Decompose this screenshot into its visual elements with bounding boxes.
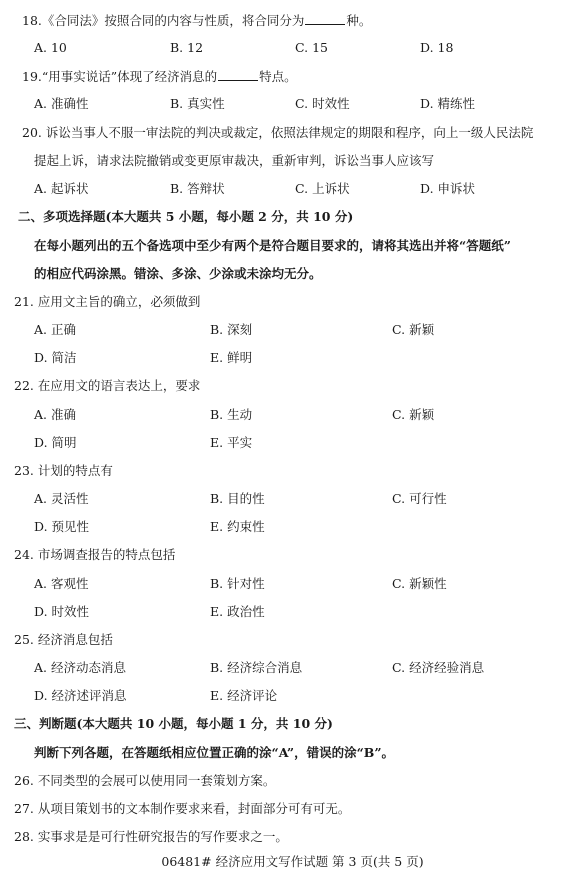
option-d: D. 时效性	[34, 604, 90, 619]
option-c: C. 新颖	[392, 407, 435, 422]
page-footer: 06481# 经济应用文写作试题 第 3 页(共 5 页)	[161, 854, 424, 869]
option-a: A. 经济动态消息	[34, 660, 126, 675]
option-b: B. 答辩状	[170, 181, 225, 196]
question-21-stem: 21. 应用文主旨的确立，必须做到	[14, 294, 201, 309]
question-27-stem: 27. 从项目策划书的文本制作要求来看，封面部分可有可无。	[14, 801, 351, 816]
option-b: B. 深刻	[210, 322, 253, 337]
option-d: D. 18	[420, 40, 454, 55]
option-a: A. 准确	[34, 407, 76, 422]
question-22-stem: 22. 在应用文的语言表达上，要求	[14, 378, 201, 393]
option-d: D. 申诉状	[420, 181, 476, 196]
question-25-stem: 25. 经济消息包括	[14, 632, 113, 647]
option-c: C. 经济经验消息	[392, 660, 485, 675]
option-c: C. 上诉状	[295, 181, 350, 196]
option-b: B. 生动	[210, 407, 253, 422]
question-18-text: 18.《合同法》按照合同的内容与性质，将合同分为	[22, 13, 305, 28]
option-c: C. 新颖	[392, 322, 435, 337]
option-c: C. 新颖性	[392, 576, 447, 591]
question-26-stem: 26. 不同类型的会展可以使用同一套策划方案。	[14, 773, 276, 788]
option-a: A. 正确	[34, 322, 76, 337]
option-c: C. 15	[295, 40, 328, 55]
option-a: A. 灵活性	[34, 491, 89, 506]
question-19-text: 19.“用事实说话”体现了经济消息的	[22, 69, 218, 84]
option-b: B. 真实性	[170, 96, 225, 111]
option-a: A. 起诉状	[34, 181, 89, 196]
option-a: A. 客观性	[34, 576, 89, 591]
answer-blank	[305, 12, 345, 25]
section-3-title: 三、判断题(本大题共 10 小题，每小题 1 分，共 10 分)	[14, 716, 333, 731]
option-e: E. 鲜明	[210, 350, 253, 365]
option-b: B. 针对性	[210, 576, 265, 591]
option-d: D. 预见性	[34, 519, 90, 534]
question-19-suffix: 特点。	[259, 69, 297, 84]
option-b: B. 目的性	[210, 491, 265, 506]
question-24-stem: 24. 市场调查报告的特点包括	[14, 547, 176, 562]
question-18-stem	[22, 12, 371, 29]
question-20-line1: 20. 诉讼当事人不服一审法院的判决或裁定，依照法律规定的期限和程序，向上一级人民法院	[22, 125, 534, 140]
option-d: D. 简洁	[34, 350, 77, 365]
option-e: E. 约束性	[210, 519, 265, 534]
option-c: C. 时效性	[295, 96, 350, 111]
option-d: D. 精练性	[420, 96, 476, 111]
question-18-suffix: 种。	[346, 13, 372, 28]
option-b: B. 12	[170, 40, 204, 55]
option-d: D. 简明	[34, 435, 77, 450]
question-23-stem: 23. 计划的特点有	[14, 463, 113, 478]
question-20-line2: 提起上诉，请求法院撤销或变更原审裁决，重新审判，诉讼当事人应该写	[34, 153, 435, 168]
answer-blank	[218, 68, 258, 81]
section-2-instruction-line1: 在每小题列出的五个备选项中至少有两个是符合题目要求的，请将其选出并将“答题纸”	[34, 238, 511, 253]
section-2-title: 二、多项选择题(本大题共 5 小题，每小题 2 分，共 10 分)	[18, 209, 354, 224]
option-c: C. 可行性	[392, 491, 447, 506]
option-e: E. 平实	[210, 435, 253, 450]
option-b: B. 经济综合消息	[210, 660, 303, 675]
option-a: A. 10	[34, 40, 67, 55]
option-a: A. 准确性	[34, 96, 89, 111]
option-e: E. 经济评论	[210, 688, 278, 703]
section-3-instruction: 判断下列各题，在答题纸相应位置正确的涂“A”，错误的涂“B”。	[34, 745, 395, 760]
question-19-stem	[22, 68, 297, 85]
section-2-instruction-line2: 的相应代码涂黑。错涂、多涂、少涂或未涂均无分。	[34, 266, 322, 281]
question-28-stem: 28. 实事求是是可行性研究报告的写作要求之一。	[14, 829, 288, 844]
option-e: E. 政治性	[210, 604, 265, 619]
option-d: D. 经济述评消息	[34, 688, 127, 703]
